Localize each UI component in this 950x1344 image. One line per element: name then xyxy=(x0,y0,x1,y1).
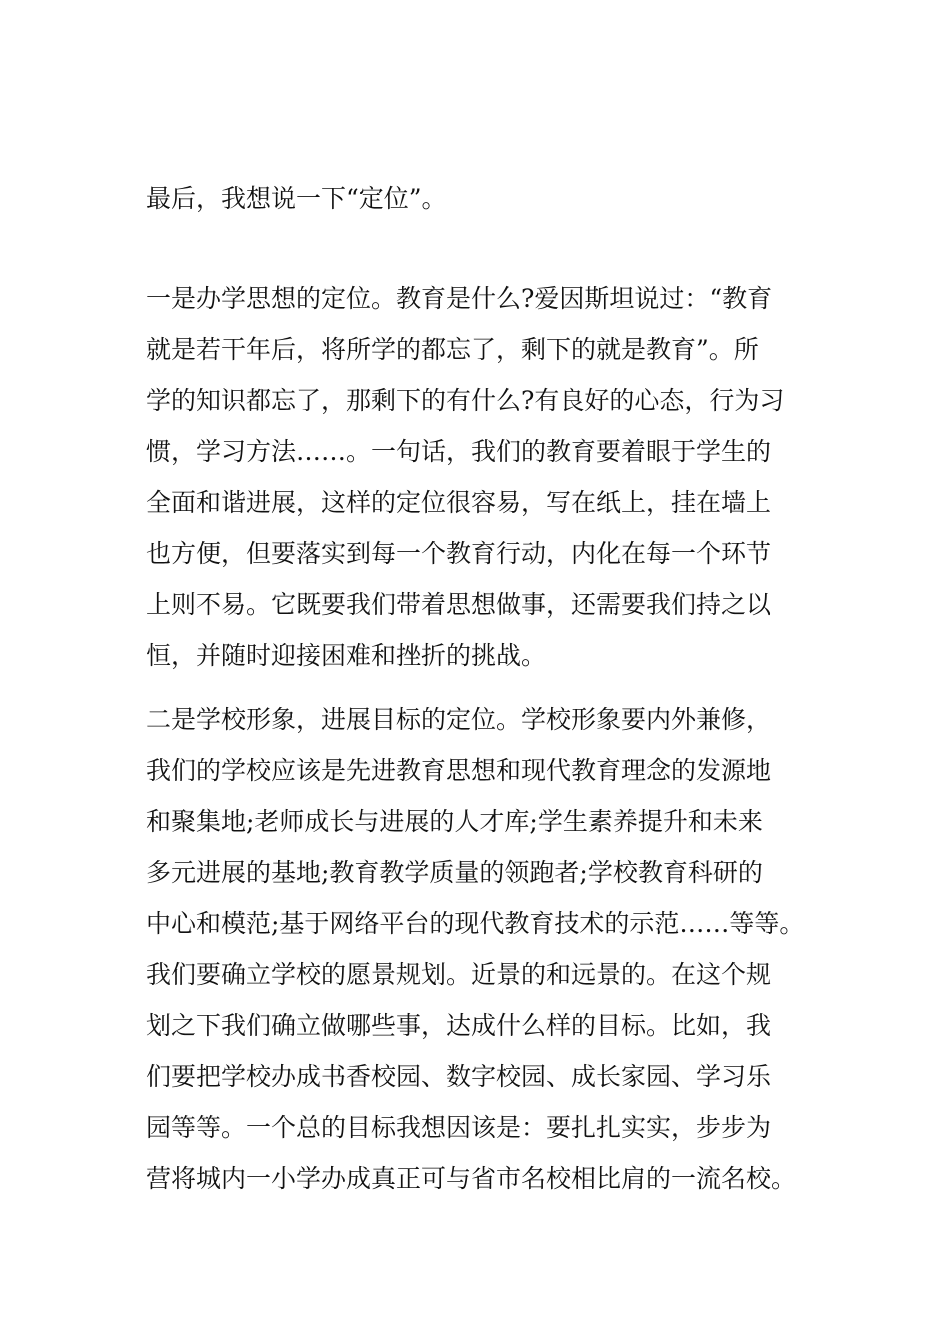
text-line: 一是办学思想的定位。教育是什么?爱因斯坦说过：“教育 xyxy=(146,284,773,313)
text-line: 恒，并随时迎接困难和挫折的挑战。 xyxy=(146,641,547,670)
heading-paragraph xyxy=(146,173,836,224)
paragraph-school-image-goals xyxy=(146,694,836,1204)
text-line: 惯，学习方法……。一句话，我们的教育要着眼于学生的 xyxy=(146,437,772,466)
text-line: 全面和谐进展，这样的定位很容易，写在纸上，挂在墙上 xyxy=(146,488,772,517)
text-line: 多元进展的基地;教育教学质量的领跑者;学校教育科研的 xyxy=(146,858,763,887)
text-line: 中心和模范;基于网络平台的现代教育技术的示范……等等。 xyxy=(146,909,805,938)
text-line: 就是若干年后，将所学的都忘了，剩下的就是教育”。所 xyxy=(146,335,759,364)
text-line: 学的知识都忘了，那剩下的有什么?有良好的心态，行为习 xyxy=(146,386,785,415)
text-line: 我们的学校应该是先进教育思想和现代教育理念的发源地 xyxy=(146,756,772,785)
text-line: 我们要确立学校的愿景规划。近景的和远景的。在这个规 xyxy=(146,960,772,989)
text-line: 和聚集地;老师成长与进展的人才库;学生素养提升和未来 xyxy=(146,807,763,836)
text-line: 划之下我们确立做哪些事，达成什么样的目标。比如，我 xyxy=(146,1011,772,1040)
text-line: 二是学校形象，进展目标的定位。学校形象要内外兼修， xyxy=(146,705,772,734)
text-line: 营将城内一小学办成真正可与省市名校相比肩的一流名校。 xyxy=(146,1164,797,1193)
text-line: 最后，我想说一下“定位”。 xyxy=(146,184,447,213)
paragraph-school-philosophy xyxy=(146,273,836,681)
text-line: 也方便，但要落实到每一个教育行动，内化在每一个环节 xyxy=(146,539,772,568)
text-line: 园等等。一个总的目标我想因该是：要扎扎实实，步步为 xyxy=(146,1113,772,1142)
text-line: 们要把学校办成书香校园、数字校园、成长家园、学习乐 xyxy=(146,1062,772,1091)
text-line: 上则不易。它既要我们带着思想做事，还需要我们持之以 xyxy=(146,590,772,619)
